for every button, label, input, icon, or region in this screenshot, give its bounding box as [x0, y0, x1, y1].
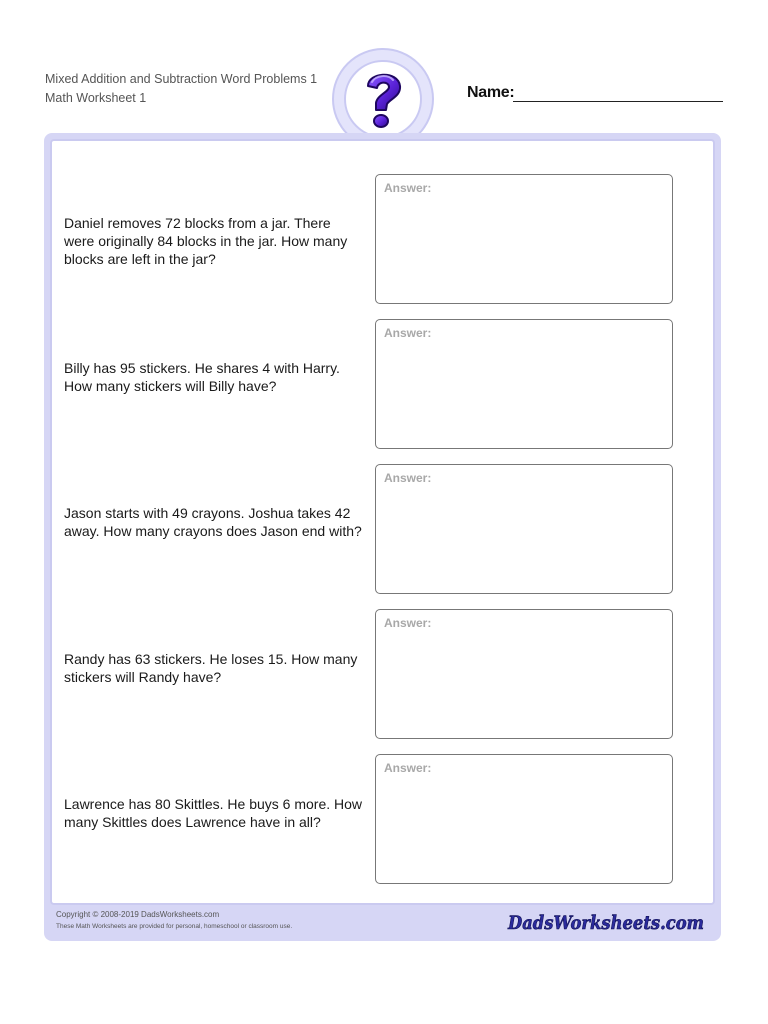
worksheet-title: Mixed Addition and Subtraction Word Problems 1 [45, 72, 318, 86]
name-field[interactable] [467, 84, 723, 104]
answer-label: Answer: [384, 471, 432, 485]
svg-text:DadsWorksheets.com: DadsWorksheets.com [507, 912, 704, 934]
answer-label: Answer: [384, 616, 432, 630]
answer-label: Answer: [384, 181, 432, 195]
answer-box-1[interactable] [375, 174, 673, 304]
answer-label: Answer: [384, 326, 432, 340]
dadsworksheets-logo[interactable] [506, 903, 706, 937]
copyright-text: Copyright © 2008-2019 DadsWorksheets.com [56, 910, 220, 919]
problem-2-text: Billy has 95 stickers. He shares 4 with Harry. How many stickers will Billy have? [64, 360, 340, 394]
answer-box-4[interactable] [375, 609, 673, 739]
worksheet-subtitle: Math Worksheet 1 [45, 91, 147, 105]
answer-label: Answer: [384, 761, 432, 775]
worksheet-header [45, 70, 317, 108]
problem-5-text: Lawrence has 80 Skittles. He buys 6 more. How many Skittles does Lawrence have in all? [64, 796, 363, 830]
footer-notes [56, 909, 292, 933]
name-label: Name: [467, 84, 515, 101]
answer-box-3[interactable] [375, 464, 673, 594]
problem-3-text: Jason starts with 49 crayons. Joshua takes 42 away. How many crayons does Jason end with? [64, 505, 362, 539]
problem-1-text: Daniel removes 72 blocks from a jar. There were originally 84 blocks in the jar. How many blocks are left in the jar? [64, 215, 348, 267]
problem-4-text: Randy has 63 stickers. He loses 15. How many stickers will Randy have? [64, 651, 358, 685]
answer-box-5[interactable] [375, 754, 673, 884]
answer-box-2[interactable] [375, 319, 673, 449]
usage-notice: These Math Worksheets are provided for personal, homeschool or classroom use. [56, 923, 293, 930]
question-mark-icon [346, 62, 420, 136]
name-line[interactable] [513, 101, 723, 102]
